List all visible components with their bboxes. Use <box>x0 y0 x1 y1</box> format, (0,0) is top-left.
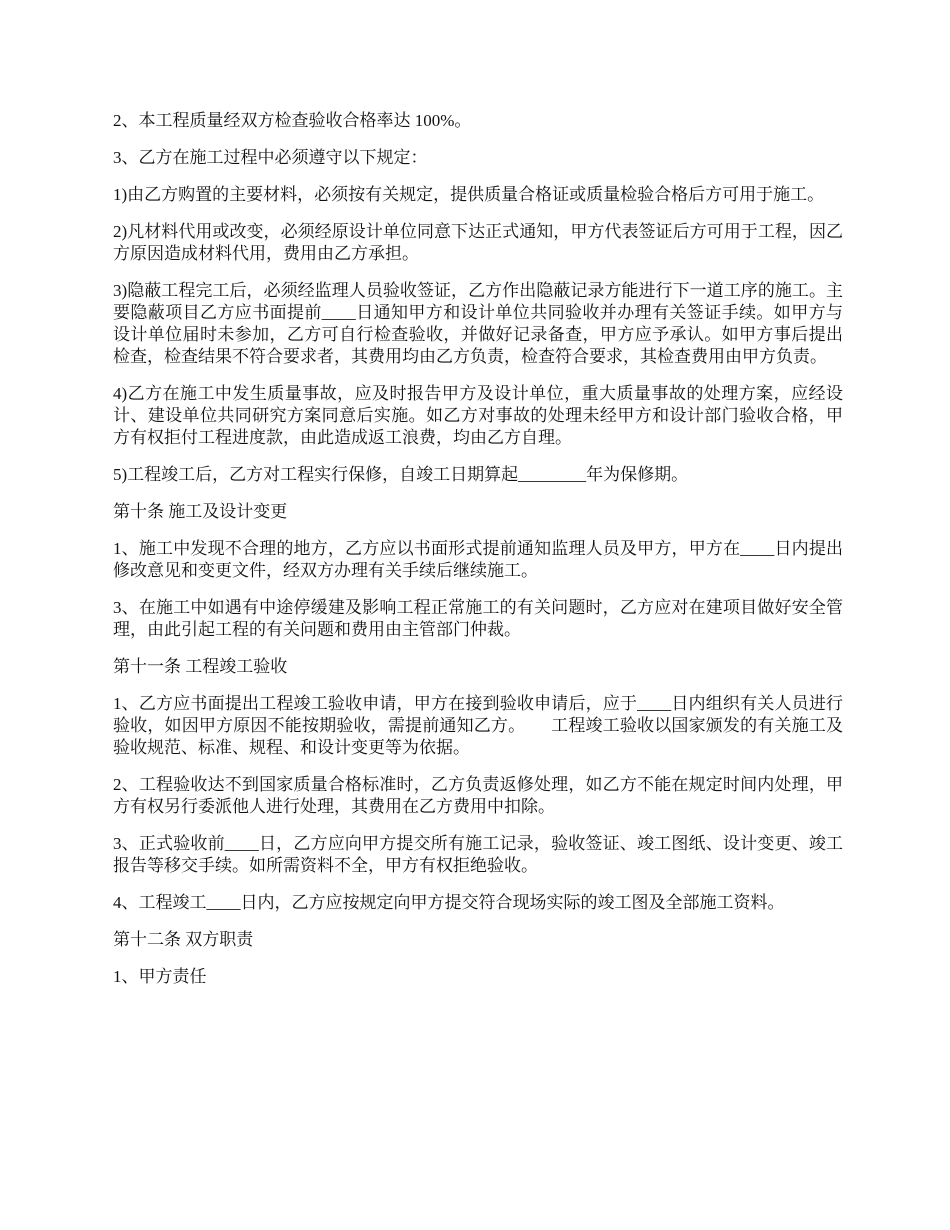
section-heading-article-11: 第十一条 工程竣工验收 <box>113 657 288 676</box>
paragraph-material-substitution: 2)凡材料代用或改变，必须经原设计单位同意下达正式通知，甲方代表签证后方可用于工程，因乙方原因造成材料代用，费用由乙方承担。 <box>113 222 843 263</box>
section-heading-article-12: 第十二条 双方职责 <box>113 930 254 949</box>
paragraph-concealed-works: 3)隐蔽工程完工后，必须经监理人员验收签证，乙方作出隐蔽记录方能进行下一道工序的施工。主要隐蔽项目乙方应书面提前____日通知甲方和设计单位共同验收并办理有关签证手续。如甲方与设计单位届时未参加，乙方可自行检查验收，并做好记录备查，甲方应予承认。如甲方事后提出检查，检查结果不符合要求者，其费用均由乙方负责，检查符合要求，其检查费用由甲方负责。 <box>113 281 843 366</box>
paragraph-quality-accident: 4)乙方在施工中发生质量事故，应及时报告甲方及设计单位，重大质量事故的处理方案，应经设计、建设单位共同研究方案同意后实施。如乙方对事故的处理未经甲方和设计部门验收合格，甲方有权拒付工程进度款，由此造成返工浪费，均由乙方自理。 <box>113 384 843 447</box>
paragraph-party-a-responsibility: 1、甲方责任 <box>113 967 207 986</box>
paragraph-acceptance-failure: 2、工程验收达不到国家质量合格标准时，乙方负责返修处理，如乙方不能在规定时间内处理，甲方有权另行委派他人进行处理，其费用在乙方费用中扣除。 <box>113 775 843 816</box>
paragraph-design-change-notice: 1、施工中发现不合理的地方，乙方应以书面形式提前通知监理人员及甲方，甲方在____日内提出修改意见和变更文件，经双方办理有关手续后继续施工。 <box>113 539 843 580</box>
paragraph-acceptance-request: 1、乙方应书面提出工程竣工验收申请，甲方在接到验收申请后，应于____日内组织有关人员进行验收，如因甲方原因不能按期验收，需提前通知乙方。 工程竣工验收以国家颁发的有关施工及验收规范、标准、规程、和设计变更等为依据。 <box>113 694 843 757</box>
paragraph-suspension: 3、在施工中如遇有中途停缓建及影响工程正常施工的有关问题时，乙方应对在建项目做好安全管理，由此引起工程的有关问题和费用由主管部门仲裁。 <box>113 598 843 639</box>
section-heading-article-10: 第十条 施工及设计变更 <box>113 502 288 521</box>
paragraph-as-built-drawings: 4、工程竣工____日内，乙方应按规定向甲方提交符合现场实际的竣工图及全部施工资料。 <box>113 893 785 912</box>
paragraph-construction-rules: 3、乙方在施工过程中必须遵守以下规定： <box>113 148 428 167</box>
document-body <box>113 110 843 1003</box>
paragraph-warranty: 5)工程竣工后，乙方对工程实行保修，自竣工日期算起________年为保修期。 <box>113 465 689 484</box>
paragraph-acceptance-documents: 3、正式验收前____日，乙方应向甲方提交所有施工记录，验收签证、竣工图纸、设计变更、竣工报告等移交手续。如所需资料不全，甲方有权拒绝验收。 <box>113 834 843 875</box>
paragraph-materials: 1)由乙方购置的主要材料，必须按有关规定，提供质量合格证或质量检验合格后方可用于施工。 <box>113 185 825 204</box>
paragraph-quality-rate: 2、本工程质量经双方检查验收合格率达 100%。 <box>113 111 472 130</box>
